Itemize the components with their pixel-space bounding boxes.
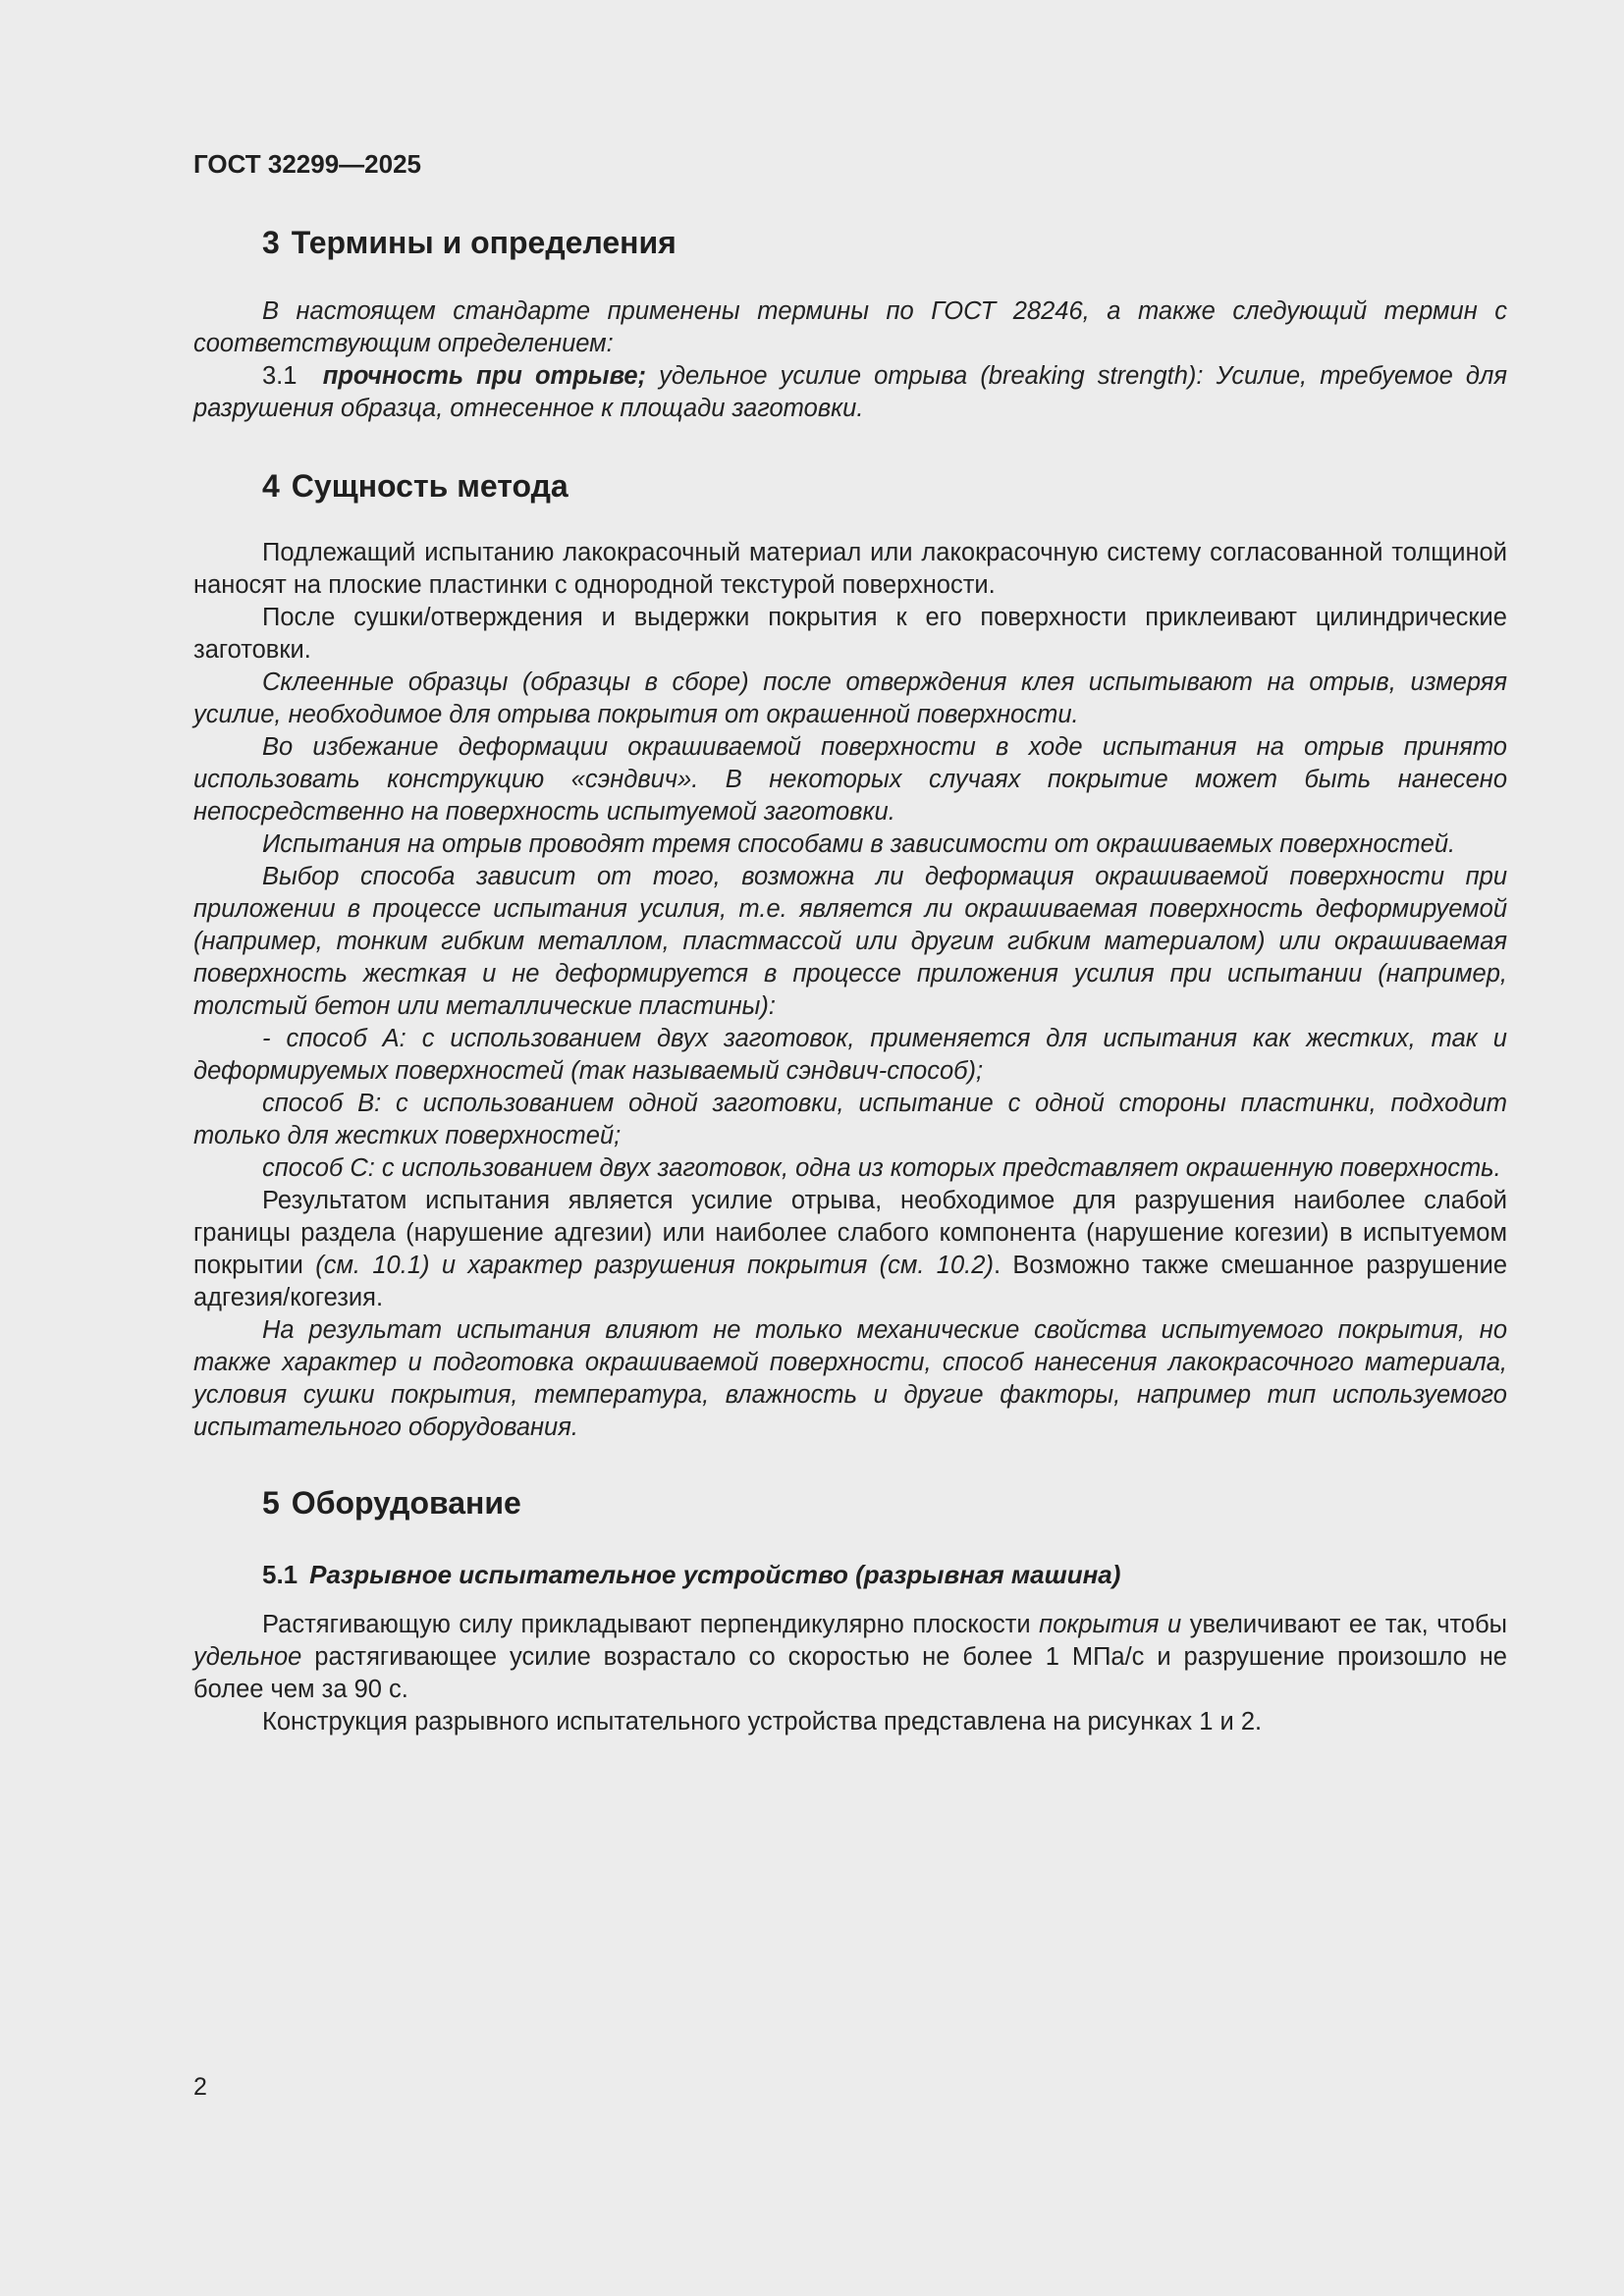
section-number: 4 (262, 468, 280, 504)
page-number: 2 (193, 2073, 207, 2101)
paragraph: Выбор способа зависит от того, возможна ли деформация окрашиваемой поверхности при приложении в процессе испытания усилия, т.е. является ли окрашиваемая поверхность деформируемой (например, тонким гибким металлом, пластмассой или другим гибким материалом) или окрашиваемая поверхность жесткая и не деформируется в процессе приложения усилия при испытании (например, толстый бетон или металлические пластины): (193, 863, 1507, 1020)
list-item-method-a: - способ A: с использованием двух заготовок, применяется для испытания как жестких, так и деформируемых поверхностей (так называемый сэндвич-способ); (193, 1025, 1507, 1085)
paragraph: Склеенные образцы (образцы в сборе) после отверждения клея испытывают на отрыв, измеряя усилие, необходимое для отрыва покрытия от окрашенной поверхности. (193, 668, 1507, 728)
section-title: Оборудование (291, 1485, 521, 1521)
section-number: 3 (262, 225, 280, 260)
section-4-heading (193, 466, 1507, 506)
term-text: удельное усилие отрыва (breaking strength): Усилие, требуемое для разрушения образца, отнесенное к площади заготовки. (193, 362, 1508, 422)
paragraph (193, 1609, 1507, 1706)
paragraph: На результат испытания влияют не только механические свойства испытуемого покрытия, но также характер и подготовка окрашиваемой поверхности, способ нанесения лакокрасочного материала, условия сушки покрытия, температура, влажность и другие факторы, например тип используемого испытательного оборудования. (193, 1316, 1507, 1441)
text-run-italic: (см. 10.1) и характер разрушения покрытия (см. 10.2) (315, 1252, 994, 1279)
list-item-method-b: способ B: с использованием одной заготовки, испытание с одной стороны пластинки, подходит только для жестких поверхностей; (193, 1090, 1507, 1149)
section-title: Термины и определения (291, 225, 677, 260)
term-number: 3.1 (262, 362, 298, 390)
paragraph: Подлежащий испытанию лакокрасочный материал или лакокрасочную систему согласованной толщиной наносят на плоские пластинки с однородной текстурой поверхности. (193, 539, 1507, 599)
paragraph: Во избежание деформации окрашиваемой поверхности в ходе испытания на отрыв принято использовать конструкцию «сэндвич». В некоторых случаях покрытие может быть нанесено непосредственно на поверхность испытуемой заготовки. (193, 733, 1507, 826)
subsection-5-1-heading (193, 1558, 1507, 1591)
text-run: растягивающее усилие возрастало со скоростью не более 1 МПа/с и разрушение произошло не более чем за 90 с. (193, 1643, 1507, 1703)
term-definition (193, 360, 1507, 425)
text-run: увеличивают ее так, чтобы (1181, 1611, 1508, 1638)
text-run: . Возможно также смешанное разрушение адгезия/когезия. (193, 1252, 1507, 1311)
subsection-number: 5.1 (262, 1560, 298, 1589)
paragraph: После сушки/отверждения и выдержки покрытия к его поверхности приклеивают цилиндрические заготовки. (193, 604, 1507, 664)
term-name: прочность при отрыве; (322, 362, 647, 390)
paragraph: Испытания на отрыв проводят тремя способами в зависимости от окрашиваемых поверхностей. (262, 830, 1456, 858)
text-run-italic: удельное (193, 1643, 302, 1671)
section-3-heading (193, 223, 1507, 262)
text-run: Результатом испытания является усилие отрыва, необходимое для разрушения наиболее слабой границы раздела (нарушение адгезии) или наиболее слабого компонента (нарушение когезии) в испытуемом покрытии (193, 1187, 1507, 1279)
paragraph (193, 1185, 1507, 1314)
subsection-title: Разрывное испытательное устройство (разрывная машина) (309, 1560, 1121, 1589)
list-item-method-c: способ C: с использованием двух заготовок, одна из которых представляет окрашенную поверхность. (262, 1154, 1501, 1182)
paragraph: Конструкция разрывного испытательного устройства представлена на рисунках 1 и 2. (262, 1708, 1263, 1735)
section-title: Сущность метода (291, 468, 568, 504)
page-content (193, 218, 1507, 1738)
section-number: 5 (262, 1485, 280, 1521)
section-5-heading (193, 1483, 1507, 1522)
document-header: ГОСТ 32299—2025 (193, 149, 421, 179)
text-run-italic: покрытия и (1039, 1611, 1182, 1638)
paragraph: В настоящем стандарте применены термины по ГОСТ 28246, а также следующий термин с соответствующим определением: (193, 297, 1507, 357)
text-run: Растягивающую силу прикладывают перпендикулярно плоскости (262, 1611, 1040, 1638)
